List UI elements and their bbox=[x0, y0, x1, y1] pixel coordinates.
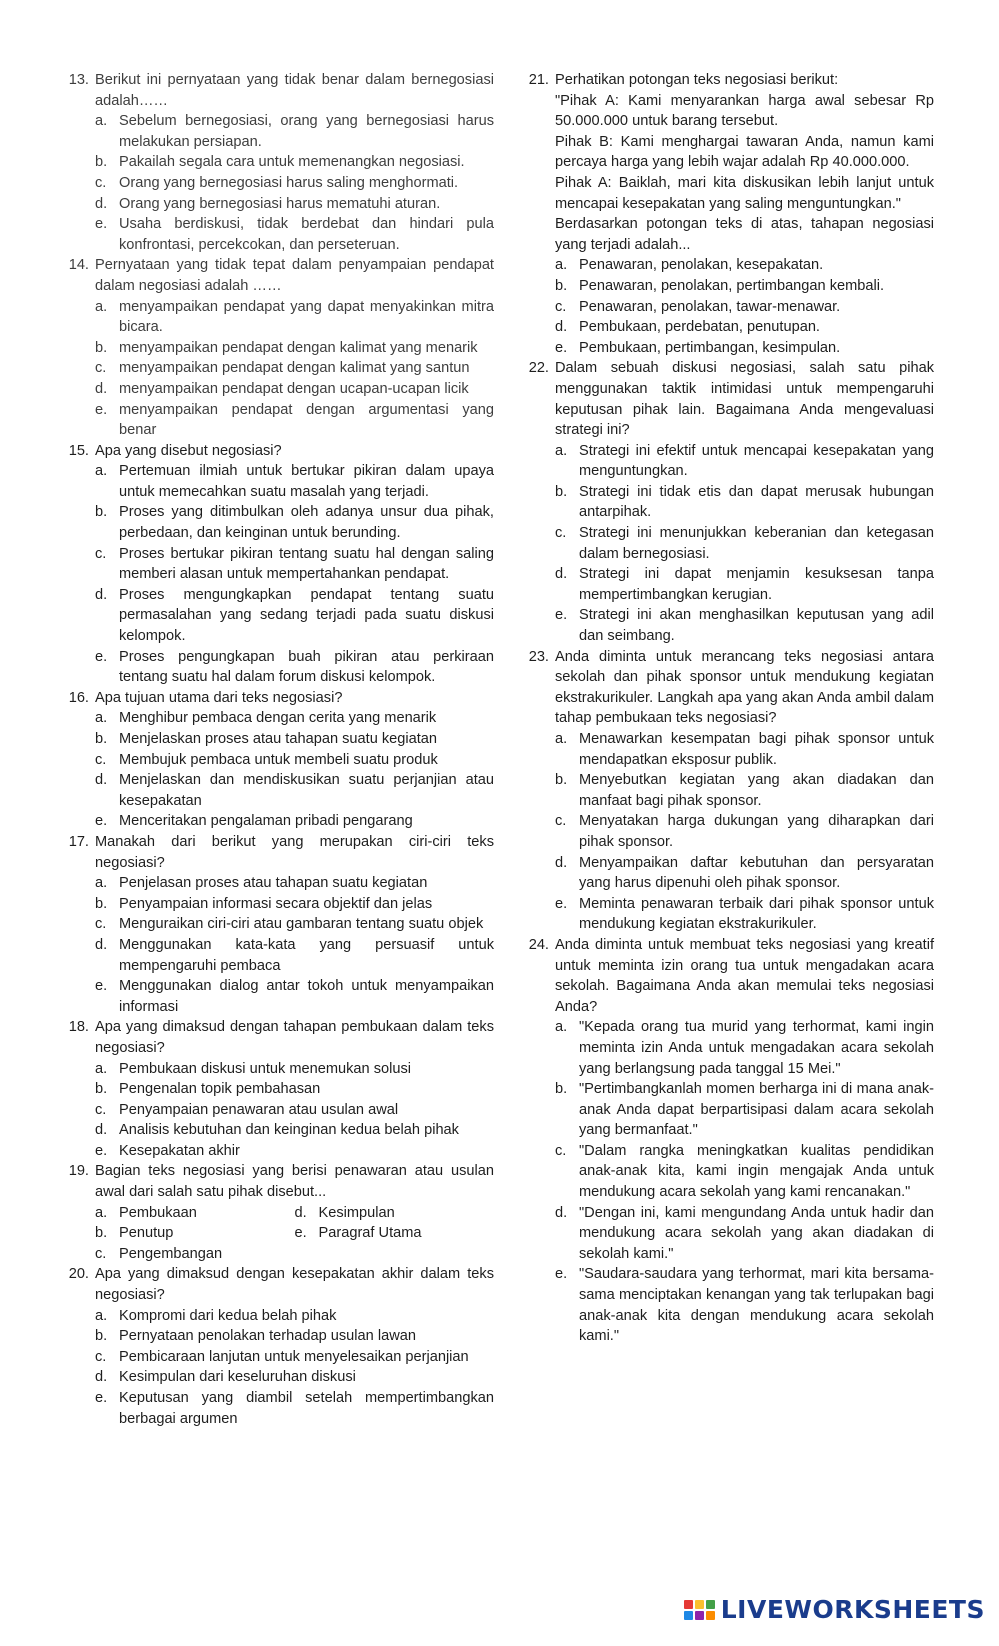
option-item bbox=[95, 1141, 494, 1162]
option-item bbox=[555, 770, 934, 811]
option-letter: e. bbox=[555, 1266, 568, 1283]
options-list bbox=[95, 111, 494, 255]
option-letter: d. bbox=[95, 1122, 108, 1139]
question-item bbox=[518, 358, 934, 646]
options-list bbox=[555, 441, 934, 647]
option-text: Pembukaan diskusi untuk menemukan solusi bbox=[119, 1060, 412, 1077]
option-letter: a. bbox=[95, 1204, 108, 1221]
question-number: 17. bbox=[68, 833, 89, 850]
logo-square bbox=[695, 1611, 704, 1620]
option-item bbox=[95, 1388, 494, 1429]
option-item bbox=[95, 502, 494, 543]
option-letter: d. bbox=[555, 566, 568, 583]
options-list bbox=[555, 1017, 934, 1347]
question-text: Manakah dari berikut yang merupakan ciri-ciri teks negosiasi? bbox=[95, 833, 494, 871]
option-item bbox=[555, 317, 934, 338]
option-letter: c. bbox=[95, 1245, 107, 1262]
option-item bbox=[95, 770, 494, 811]
question-body bbox=[95, 1264, 494, 1429]
option-item bbox=[555, 276, 934, 297]
option-item bbox=[555, 338, 934, 359]
option-letter: e. bbox=[95, 216, 108, 233]
option-text: Analisis kebutuhan dan keinginan kedua belah pihak bbox=[119, 1122, 459, 1139]
option-letter: d. bbox=[95, 380, 108, 397]
option-letter: a. bbox=[95, 1307, 108, 1324]
option-text: menyampaikan pendapat dengan kalimat yang menarik bbox=[119, 339, 478, 356]
option-letter: d. bbox=[95, 586, 108, 603]
option-text: Strategi ini tidak etis dan dapat merusak hubungan antarpihak. bbox=[579, 483, 934, 521]
option-item bbox=[95, 811, 494, 832]
option-text: Penyampaian penawaran atau usulan awal bbox=[119, 1101, 399, 1118]
option-item bbox=[95, 152, 494, 173]
question-body bbox=[555, 70, 934, 358]
option-item bbox=[95, 585, 494, 647]
question-item bbox=[518, 935, 934, 1347]
option-letter: d. bbox=[95, 195, 108, 212]
option-text: Strategi ini menunjukkan keberanian dan ketegasan dalam bernegosiasi. bbox=[579, 525, 934, 562]
option-letter: b. bbox=[95, 1328, 108, 1345]
option-text: Menjelaskan proses atau tahapan suatu kegiatan bbox=[119, 731, 438, 747]
option-text: Menghibur pembaca dengan cerita yang menarik bbox=[119, 710, 437, 727]
option-item bbox=[95, 297, 494, 338]
option-item bbox=[555, 564, 934, 605]
option-item bbox=[555, 853, 934, 894]
option-text: Pembukaan bbox=[119, 1204, 197, 1221]
option-text: Pembukaan, pertimbangan, kesimpulan. bbox=[579, 339, 841, 356]
option-item bbox=[95, 647, 494, 688]
option-text: Paragraf Utama bbox=[318, 1225, 422, 1242]
option-item bbox=[95, 1203, 295, 1224]
options-list bbox=[95, 297, 494, 441]
question-body bbox=[555, 647, 934, 935]
option-letter: e. bbox=[555, 607, 568, 624]
question-text: Perhatikan potongan teks negosiasi berikut: bbox=[555, 72, 839, 88]
option-text: menyampaikan pendapat dengan ucapan-ucapan licik bbox=[119, 380, 469, 397]
logo-square bbox=[684, 1611, 693, 1620]
question-number: 21. bbox=[528, 72, 549, 88]
option-text: Menggunakan kata-kata yang persuasif untuk mempengaruhi pembaca bbox=[119, 936, 494, 974]
option-item bbox=[295, 1203, 495, 1224]
question-text: Apa yang dimaksud dengan kesepakatan akhir dalam teks negosiasi? bbox=[95, 1266, 494, 1304]
option-letter: d. bbox=[555, 1204, 568, 1221]
question-text: Apa yang disebut negosiasi? bbox=[95, 442, 282, 459]
option-letter: b. bbox=[555, 483, 568, 500]
option-letter: d. bbox=[95, 772, 108, 789]
question-body bbox=[95, 1161, 494, 1264]
option-text: Orang yang bernegosiasi harus mematuhi aturan. bbox=[119, 195, 441, 212]
option-letter: a. bbox=[95, 463, 108, 480]
option-item bbox=[95, 173, 494, 194]
option-item bbox=[95, 1326, 494, 1347]
option-text: Proses yang ditimbulkan oleh adanya unsur dua pihak, perbedaan, dan keinginan untuk berunding. bbox=[119, 504, 494, 542]
option-text: "Saudara-saudara yang terhormat, mari kita bersama-sama menciptakan kenangan yang tak terlupakan bagi anak-anak kita dengan mendukung acara sekolah kami." bbox=[579, 1266, 934, 1345]
option-letter: d. bbox=[95, 1369, 108, 1386]
option-item bbox=[95, 1347, 494, 1368]
options-list bbox=[95, 461, 494, 688]
option-text: menyampaikan pendapat dengan argumentasi yang benar bbox=[119, 401, 494, 439]
option-item bbox=[555, 1141, 934, 1203]
option-text: Penutup bbox=[119, 1225, 174, 1242]
option-letter: d. bbox=[95, 936, 108, 953]
question-body bbox=[95, 1017, 494, 1161]
option-text: Kompromi dari kedua belah pihak bbox=[119, 1307, 337, 1324]
question-text: Berikut ini pernyataan yang tidak benar dalam bernegosiasi adalah…… bbox=[95, 72, 494, 109]
option-letter: c. bbox=[95, 751, 107, 768]
option-item bbox=[95, 214, 494, 255]
option-letter: b. bbox=[95, 1225, 108, 1242]
option-text: Strategi ini dapat menjamin kesuksesan tanpa mempertimbangkan kerugian. bbox=[579, 566, 934, 603]
option-text: Pernyataan penolakan terhadap usulan lawan bbox=[119, 1328, 416, 1345]
option-letter: b. bbox=[95, 1081, 108, 1098]
option-item bbox=[555, 1203, 934, 1265]
logo-square bbox=[695, 1600, 704, 1609]
option-item bbox=[555, 811, 934, 852]
option-letter: c. bbox=[555, 813, 567, 830]
option-text: Pengenalan topik pembahasan bbox=[119, 1081, 321, 1098]
option-letter: d. bbox=[555, 854, 568, 871]
option-text: Strategi ini efektif untuk mencapai kesepakatan yang menguntungkan. bbox=[579, 442, 934, 480]
option-text: Penawaran, penolakan, pertimbangan kembali. bbox=[579, 277, 885, 294]
option-text: menyampaikan pendapat yang dapat menyakinkan mitra bicara. bbox=[119, 298, 494, 336]
option-letter: b. bbox=[95, 731, 108, 747]
option-letter: e. bbox=[294, 1225, 307, 1242]
option-item bbox=[95, 914, 494, 935]
liveworksheets-logo bbox=[684, 1595, 985, 1624]
option-letter: a. bbox=[95, 710, 108, 727]
option-text: Menyatakan harga dukungan yang diharapkan dari pihak sponsor. bbox=[579, 813, 934, 850]
option-letter: d. bbox=[555, 319, 568, 336]
question-number: 23. bbox=[528, 648, 549, 665]
option-letter: c. bbox=[95, 916, 107, 933]
option-text: Penawaran, penolakan, tawar-menawar. bbox=[579, 298, 841, 315]
question-item bbox=[58, 1161, 494, 1264]
question-text: Anda diminta untuk membuat teks negosiasi yang kreatif untuk meminta izin orang tua untuk mengadakan acara sekolah. Bagaimana Anda akan memulai teks negosiasi Anda? bbox=[555, 936, 934, 1015]
option-text: Menyebutkan kegiatan yang akan diadakan dan manfaat bagi pihak sponsor. bbox=[579, 772, 934, 809]
question-number: 16. bbox=[68, 689, 89, 706]
option-text: Meminta penawaran terbaik dari pihak sponsor untuk mendukung kegiatan ekstrakurikuler. bbox=[579, 895, 934, 933]
option-item bbox=[555, 894, 934, 935]
option-letter: a. bbox=[555, 1019, 568, 1036]
question-item bbox=[58, 832, 494, 1017]
option-item bbox=[95, 1244, 295, 1265]
option-letter: c. bbox=[95, 1348, 107, 1365]
question-body bbox=[555, 935, 934, 1347]
option-letter: e. bbox=[95, 978, 108, 995]
question-text: "Pihak A: Kami menyarankan harga awal sebesar Rp 50.000.000 untuk barang tersebut. bbox=[555, 92, 934, 130]
question-item bbox=[58, 255, 494, 440]
option-text: Kesimpulan bbox=[318, 1204, 395, 1221]
option-text: Menguraikan ciri-ciri atau gambaran tentang suatu objek bbox=[119, 916, 484, 933]
question-body bbox=[555, 358, 934, 646]
options-list bbox=[95, 1059, 494, 1162]
option-letter: e. bbox=[95, 648, 108, 665]
option-text: Pembicaraan lanjutan untuk menyelesaikan perjanjian bbox=[119, 1348, 469, 1365]
option-text: Pertemuan ilmiah untuk bertukar pikiran dalam upaya untuk memecahkan suatu masalah yang terjadi. bbox=[119, 463, 494, 500]
option-letter: c. bbox=[95, 1101, 107, 1118]
option-item bbox=[95, 111, 494, 152]
option-item bbox=[555, 729, 934, 770]
option-text: Proses bertukar pikiran tentang suatu hal dengan saling memberi alasan untuk mempertahankan pendapat. bbox=[119, 545, 494, 583]
option-item bbox=[95, 1120, 494, 1141]
options-list bbox=[555, 729, 934, 935]
option-text: Pakailah segala cara untuk memenangkan negosiasi. bbox=[119, 154, 465, 171]
question-body bbox=[95, 688, 494, 832]
option-letter: d. bbox=[294, 1204, 307, 1221]
option-item bbox=[95, 1079, 494, 1100]
option-letter: e. bbox=[95, 813, 108, 830]
option-text: Sebelum bernegosiasi, orang yang bernegosiasi harus melakukan persiapan. bbox=[119, 113, 494, 150]
liveworksheets-logo-icon bbox=[684, 1600, 715, 1620]
option-letter: a. bbox=[95, 875, 108, 892]
option-letter: c. bbox=[555, 525, 567, 542]
option-text: "Dengan ini, kami mengundang Anda untuk hadir dan mendukung acara sekolah yang akan diadakan di sekolah kami." bbox=[579, 1204, 934, 1262]
option-letter: b. bbox=[555, 772, 568, 789]
option-text: "Pertimbangkanlah momen berharga ini di mana anak-anak Anda dapat berpartisipasi dalam acara sekolah yang bermanfaat." bbox=[579, 1081, 934, 1139]
option-item bbox=[555, 605, 934, 646]
option-letter: e. bbox=[95, 401, 108, 418]
option-letter: c. bbox=[95, 360, 107, 377]
option-text: Penjelasan proses atau tahapan suatu kegiatan bbox=[119, 875, 428, 892]
question-item bbox=[518, 647, 934, 935]
right-column bbox=[518, 70, 934, 1347]
option-item bbox=[95, 729, 494, 750]
option-letter: a. bbox=[555, 257, 568, 274]
option-letter: e. bbox=[555, 339, 568, 356]
option-item bbox=[95, 935, 494, 976]
question-item bbox=[58, 1017, 494, 1161]
question-number: 24. bbox=[528, 936, 549, 953]
option-text: Proses mengungkapkan pendapat tentang suatu permasalahan yang sedang terjadi pada suatu diskusi kelompok. bbox=[119, 586, 494, 645]
options-list bbox=[95, 1203, 494, 1265]
option-item bbox=[555, 297, 934, 318]
option-text: Menjelaskan dan mendiskusikan suatu perjanjian atau kesepakatan bbox=[119, 772, 494, 809]
option-letter: c. bbox=[555, 298, 567, 315]
option-text: Orang yang bernegosiasi harus saling menghormati. bbox=[119, 174, 459, 191]
option-letter: e. bbox=[95, 1142, 108, 1159]
option-letter: e. bbox=[555, 895, 568, 912]
option-item bbox=[95, 750, 494, 771]
option-text: Kesepakatan akhir bbox=[119, 1142, 240, 1159]
option-item bbox=[95, 1367, 494, 1388]
option-text: Menggunakan dialog antar tokoh untuk menyampaikan informasi bbox=[119, 978, 494, 1015]
option-text: Kesimpulan dari keseluruhan diskusi bbox=[119, 1369, 356, 1386]
question-number: 18. bbox=[68, 1019, 89, 1036]
options-list bbox=[555, 255, 934, 358]
option-item bbox=[95, 1059, 494, 1080]
option-item bbox=[95, 1306, 494, 1327]
option-letter: a. bbox=[555, 731, 568, 747]
option-item bbox=[555, 441, 934, 482]
option-text: Penyampaian informasi secara objektif dan jelas bbox=[119, 895, 433, 912]
logo-text: LIVEWORKSHEETS bbox=[720, 1595, 985, 1624]
question-body bbox=[95, 441, 494, 688]
option-text: Proses pengungkapan buah pikiran atau perkiraan tentang suatu hal dalam forum diskusi kelompok. bbox=[119, 648, 494, 686]
option-item bbox=[295, 1223, 495, 1244]
question-item bbox=[58, 70, 494, 255]
option-text: Usaha berdiskusi, tidak berdebat dan hindari pula konfrontasi, percekcokan, dan perseteruan. bbox=[119, 216, 494, 253]
option-item bbox=[555, 1079, 934, 1141]
option-letter: a. bbox=[95, 113, 108, 130]
options-list bbox=[95, 873, 494, 1017]
options-list bbox=[95, 708, 494, 832]
option-letter: e. bbox=[95, 1390, 108, 1406]
question-body bbox=[95, 70, 494, 255]
option-letter: b. bbox=[555, 1081, 568, 1098]
question-number: 13. bbox=[68, 72, 89, 88]
option-item bbox=[95, 358, 494, 379]
logo-square bbox=[706, 1600, 715, 1609]
option-item bbox=[555, 255, 934, 276]
option-item bbox=[555, 523, 934, 564]
question-item bbox=[518, 70, 934, 358]
logo-square bbox=[706, 1611, 715, 1620]
logo-square bbox=[684, 1600, 693, 1609]
option-text: "Dalam rangka meningkatkan kualitas pendidikan anak-anak kita, kami ingin mengajak Anda untuk mendukung acara sekolah yang kami rencanakan." bbox=[579, 1142, 934, 1201]
question-item bbox=[58, 1264, 494, 1429]
option-letter: a. bbox=[555, 442, 568, 459]
question-text: Pihak A: Baiklah, mari kita diskusikan lebih lanjut untuk mencapai kesepakatan yang saling menguntungkan." bbox=[555, 174, 934, 212]
option-item bbox=[95, 338, 494, 359]
option-item bbox=[95, 194, 494, 215]
option-letter: c. bbox=[95, 174, 107, 191]
option-item bbox=[555, 1264, 934, 1346]
option-item bbox=[555, 482, 934, 523]
option-text: Menyampaikan daftar kebutuhan dan persyaratan yang harus dipenuhi oleh pihak sponsor. bbox=[579, 854, 934, 892]
option-text: Penawaran, penolakan, kesepakatan. bbox=[579, 257, 824, 274]
question-body bbox=[95, 255, 494, 440]
question-number: 15. bbox=[68, 442, 89, 459]
option-letter: b. bbox=[95, 154, 108, 171]
option-item bbox=[95, 544, 494, 585]
option-text: Menceritakan pengalaman pribadi pengarang bbox=[119, 813, 413, 830]
option-text: Pembukaan, perdebatan, penutupan. bbox=[579, 319, 820, 336]
option-item bbox=[95, 1100, 494, 1121]
question-item bbox=[58, 441, 494, 688]
option-item bbox=[95, 461, 494, 502]
option-item bbox=[95, 400, 494, 441]
question-number: 22. bbox=[528, 360, 549, 377]
option-letter: b. bbox=[95, 504, 108, 521]
question-text: Apa yang dimaksud dengan tahapan pembukaan dalam teks negosiasi? bbox=[95, 1019, 494, 1056]
question-number: 19. bbox=[68, 1163, 89, 1180]
option-letter: b. bbox=[95, 339, 108, 356]
option-item bbox=[95, 873, 494, 894]
option-text: Keputusan yang diambil setelah mempertimbangkan berbagai argumen bbox=[119, 1390, 494, 1427]
option-text: Menawarkan kesempatan bagi pihak sponsor untuk mendapatkan eksposur publik. bbox=[579, 731, 934, 768]
option-item bbox=[95, 379, 494, 400]
option-text: menyampaikan pendapat dengan kalimat yang santun bbox=[119, 360, 470, 377]
question-text: Pernyataan yang tidak tepat dalam penyampaian pendapat dalam negosiasi adalah …… bbox=[95, 257, 494, 294]
question-text: Anda diminta untuk merancang teks negosiasi antara sekolah dan pihak sponsor untuk mendukung kegiatan ekstrakurikuler. Langkah apa yang akan Anda ambil dalam tahap pembukaan teks negosiasi? bbox=[555, 648, 934, 727]
question-text: Bagian teks negosiasi yang berisi penawaran atau usulan awal dari salah satu pihak disebut... bbox=[95, 1163, 494, 1201]
option-item bbox=[95, 1223, 295, 1244]
question-text: Pihak B: Kami menghargai tawaran Anda, namun kami percaya harga yang lebih wajar adalah Rp 40.000.000. bbox=[555, 133, 934, 171]
question-number: 14. bbox=[68, 257, 89, 274]
option-text: Membujuk pembaca untuk membeli suatu produk bbox=[119, 751, 438, 768]
option-letter: a. bbox=[95, 1060, 108, 1077]
option-text: Pengembangan bbox=[119, 1245, 223, 1262]
question-item bbox=[58, 688, 494, 832]
options-list bbox=[95, 1306, 494, 1430]
option-item bbox=[555, 1017, 934, 1079]
left-column bbox=[58, 70, 494, 1429]
question-body bbox=[95, 832, 494, 1017]
question-text: Berdasarkan potongan teks di atas, tahapan negosiasi yang terjadi adalah... bbox=[555, 216, 934, 253]
option-text: Strategi ini akan menghasilkan keputusan yang adil dan seimbang. bbox=[579, 607, 934, 645]
option-letter: b. bbox=[555, 277, 568, 294]
option-letter: c. bbox=[555, 1142, 567, 1159]
option-item bbox=[95, 708, 494, 729]
option-letter: b. bbox=[95, 895, 108, 912]
option-letter: a. bbox=[95, 298, 108, 315]
question-text: Apa tujuan utama dari teks negosiasi? bbox=[95, 689, 343, 706]
question-text: Dalam sebuah diskusi negosiasi, salah satu pihak menggunakan taktik intimidasi untuk mempengaruhi keputusan pihak lain. Bagaimana Anda mengevaluasi strategi ini? bbox=[555, 360, 934, 439]
option-item bbox=[95, 894, 494, 915]
option-text: "Kepada orang tua murid yang terhormat, kami ingin meminta izin Anda untuk mengadakan acara sekolah yang berlangsung pada tanggal 15 Mei." bbox=[579, 1019, 934, 1077]
question-number: 20. bbox=[68, 1266, 89, 1283]
option-letter: c. bbox=[95, 545, 107, 562]
option-item bbox=[95, 976, 494, 1017]
